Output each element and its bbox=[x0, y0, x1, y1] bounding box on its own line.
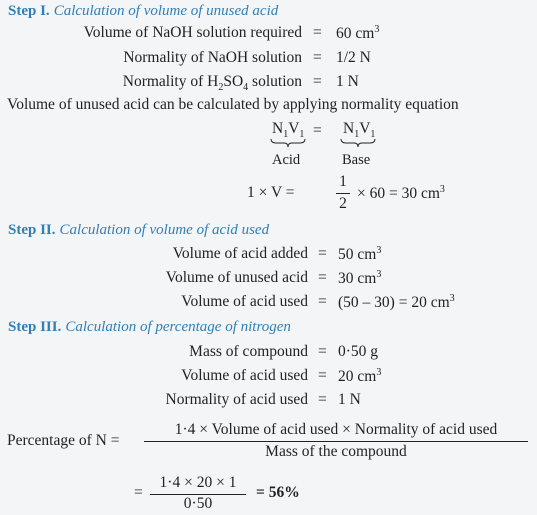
step1-title: Calculation of volume of unused acid bbox=[53, 3, 279, 19]
step1-row1-value: 60 $cm^3$ bbox=[336, 24, 380, 43]
step3-label: Step III. bbox=[8, 319, 62, 335]
step3-row2-value: 20 $cm^3$ bbox=[338, 367, 382, 386]
step3-row1-label: Mass of compound bbox=[189, 343, 308, 360]
calc-lhs: 1 × V = bbox=[247, 184, 295, 201]
acid-label: Acid bbox=[272, 152, 301, 168]
calc-rest: × 60 = 30 $cm^3$ bbox=[357, 184, 445, 203]
step1-label: Step I. bbox=[8, 3, 50, 19]
step2-row2-value: 30 $cm^3$ bbox=[338, 269, 382, 288]
step1-row3-value: 1 N bbox=[336, 73, 359, 90]
step2-title: Calculation of volume of acid used bbox=[59, 222, 270, 238]
calc-frac-num: 1 bbox=[339, 173, 347, 190]
step3-title: Calculation of percentage of nitrogen bbox=[65, 319, 291, 335]
step3-row3-eq: = bbox=[318, 391, 327, 408]
percentage-fraction-bar bbox=[144, 441, 528, 442]
step2-row1-value: 50 $cm^3$ bbox=[338, 245, 382, 264]
normality-sentence: Volume of unused acid can be calculated by applying normality equation bbox=[7, 96, 459, 113]
final-result: = 56% bbox=[256, 484, 300, 501]
step1-row3-eq: = bbox=[313, 73, 322, 90]
step1-row3-label: Normality of $H_2SO_4$ solution bbox=[122, 73, 302, 94]
step2-row3-label: Volume of acid used bbox=[181, 293, 308, 310]
rhs-n1v1: $N_1V_1$ bbox=[343, 120, 376, 141]
final-denominator: 0·50 bbox=[183, 495, 213, 512]
lhs-underbrace bbox=[270, 138, 306, 148]
step3-row2-eq: = bbox=[318, 367, 327, 384]
step1-row2-label: Normality of NaOH solution bbox=[123, 49, 302, 66]
step2-row2-eq: = bbox=[318, 269, 327, 286]
step1-row1-label: Volume of NaOH solution required bbox=[83, 24, 302, 41]
step1-row2-value: 1/2 N bbox=[336, 49, 371, 66]
step1-heading bbox=[8, 2, 278, 20]
calc-frac-den: 2 bbox=[339, 195, 347, 212]
rhs-underbrace bbox=[340, 138, 376, 148]
step2-heading bbox=[8, 221, 269, 239]
step2-label: Step II. bbox=[8, 222, 56, 238]
step2-row2-label: Volume of unused acid bbox=[165, 269, 308, 286]
step3-row3-value: 1 N bbox=[338, 391, 361, 408]
step2-row1-eq: = bbox=[318, 245, 327, 262]
step2-row3-value: (50 – 30) = 20 $cm^3$ bbox=[338, 293, 455, 312]
step1-row1-eq: = bbox=[313, 24, 322, 41]
final-eq-sign: = bbox=[134, 484, 143, 501]
lhs-n1v1: $N_1V_1$ bbox=[272, 120, 305, 141]
step3-heading bbox=[8, 318, 291, 336]
step2-row3-eq: = bbox=[318, 293, 327, 310]
percentage-numerator: 1·4 × Volume of acid used × Normality of acid used bbox=[174, 421, 498, 438]
step3-row1-value: 0·50 g bbox=[338, 343, 379, 360]
step3-row2-label: Volume of acid used bbox=[181, 367, 308, 384]
percentage-label: Percentage of N = bbox=[7, 432, 120, 449]
final-numerator: 1·4 × 20 × 1 bbox=[159, 474, 237, 491]
step3-row1-eq: = bbox=[318, 343, 327, 360]
step2-row1-label: Volume of acid added bbox=[172, 245, 308, 262]
normality-eq-sign: = bbox=[313, 122, 322, 139]
step3-row3-label: Normality of acid used bbox=[165, 391, 308, 408]
step1-row2-eq: = bbox=[313, 49, 322, 66]
calc-frac-bar bbox=[336, 193, 350, 194]
percentage-denominator: Mass of the compound bbox=[265, 443, 407, 460]
base-label: Base bbox=[342, 152, 371, 168]
